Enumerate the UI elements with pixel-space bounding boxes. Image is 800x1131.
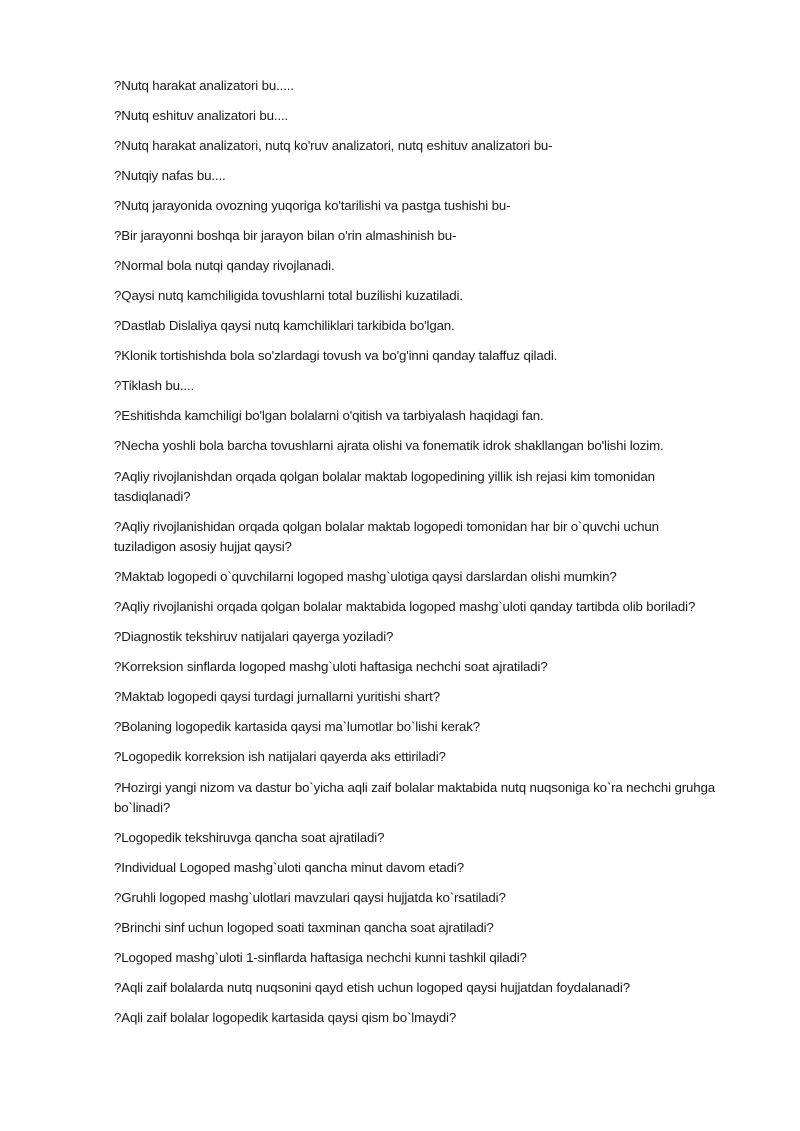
question-line: ?Korreksion sinflarda logoped mashg`uloti haftasiga nechchi soat ajratiladi? bbox=[114, 659, 548, 674]
question-line: ?Dastlab Dislaliya qaysi nutq kamchiliklari tarkibida bo'lgan. bbox=[114, 318, 455, 333]
question-line: ?Maktab logopedi o`quvchilarni logoped mashg`ulotiga qaysi darslardan olishi mumkin? bbox=[114, 569, 617, 584]
question-line: ?Bolaning logopedik kartasida qaysi ma`lumotlar bo`lishi kerak? bbox=[114, 719, 481, 734]
question-line: ?Diagnostik tekshiruv natijalari qayerga yoziladi? bbox=[114, 629, 394, 644]
question-line: ?Gruhli logoped mashg`ulotlari mavzulari qaysi hujjatda ko`rsatiladi? bbox=[114, 890, 506, 905]
question-line: ?Normal bola nutqi qanday rivojlanadi. bbox=[114, 258, 335, 273]
question-line: ?Nutq harakat analizatori bu..... bbox=[114, 78, 294, 93]
question-line: ?Brinchi sinf uchun logoped soati taxminan qancha soat ajratiladi? bbox=[114, 920, 494, 935]
question-line: ?Nutqiy nafas bu.... bbox=[114, 168, 226, 183]
question-line: ?Tiklash bu.... bbox=[114, 378, 195, 393]
question-line: ?Nutq eshituv analizatori bu.... bbox=[114, 108, 289, 123]
question-line: ?Logopedik tekshiruvga qancha soat ajratiladi? bbox=[114, 830, 385, 845]
question-line: ?Aqliy rivojlanishi orqada qolgan bolalar maktabida logoped mashg`uloti qanday tartibda olib boriladi? bbox=[114, 599, 696, 614]
question-line: ?Aqli zaif bolalar logopedik kartasida qaysi qism bo`lmaydi? bbox=[114, 1010, 457, 1025]
question-line: ?Nutq harakat analizatori, nutq ko'ruv analizatori, nutq eshituv analizatori bu- bbox=[114, 138, 553, 153]
question-line: ?Necha yoshli bola barcha tovushlarni ajrata olishi va fonematik idrok shakllangan bo'lishi lozim. bbox=[114, 438, 664, 453]
question-line: ?Klonik tortishishda bola so'zlardagi tovush va bo'g'inni qanday talaffuz qiladi. bbox=[114, 348, 558, 363]
question-line: ?Hozirgi yangi nizom va dastur bo`yicha aqli zaif bolalar maktabida nutq nuqsoniga ko`ra nechchi gruhga bo`linadi? bbox=[114, 780, 715, 815]
question-line: ?Eshitishda kamchiligi bo'lgan bolalarni o'qitish va tarbiyalash haqidagi fan. bbox=[114, 408, 544, 423]
question-line: ?Nutq jarayonida ovozning yuqoriga ko'tarilishi va pastga tushishi bu- bbox=[114, 198, 511, 213]
question-line: ?Qaysi nutq kamchiligida tovushlarni total buzilishi kuzatiladi. bbox=[114, 288, 463, 303]
question-line: ?Individual Logoped mashg`uloti qancha minut davom etadi? bbox=[114, 860, 464, 875]
question-line: ?Aqli zaif bolalarda nutq nuqsonini qayd etish uchun logoped qaysi hujjatdan foydalanadi? bbox=[114, 980, 630, 995]
question-line: ?Aqliy rivojlanishdan orqada qolgan bolalar maktab logopedining yillik ish rejasi kim tomonidan tasdiqlanadi? bbox=[114, 469, 655, 504]
question-line: ?Maktab logopedi qaysi turdagi jurnallarni yuritishi shart? bbox=[114, 689, 440, 704]
question-line: ?Logoped mashg`uloti 1-sinflarda haftasiga nechchi kunni tashkil qiladi? bbox=[114, 950, 527, 965]
question-line: ?Bir jarayonni boshqa bir jarayon bilan o'rin almashinish bu- bbox=[114, 228, 457, 243]
question-line: ?Logopedik korreksion ish natijalari qayerda aks ettiriladi? bbox=[114, 749, 446, 764]
question-line: ?Aqliy rivojlanishidan orqada qolgan bolalar maktab logopedi tomonidan har bir o`quvchi uchun tuziladigon asosiy hujjat qaysi? bbox=[114, 519, 659, 554]
